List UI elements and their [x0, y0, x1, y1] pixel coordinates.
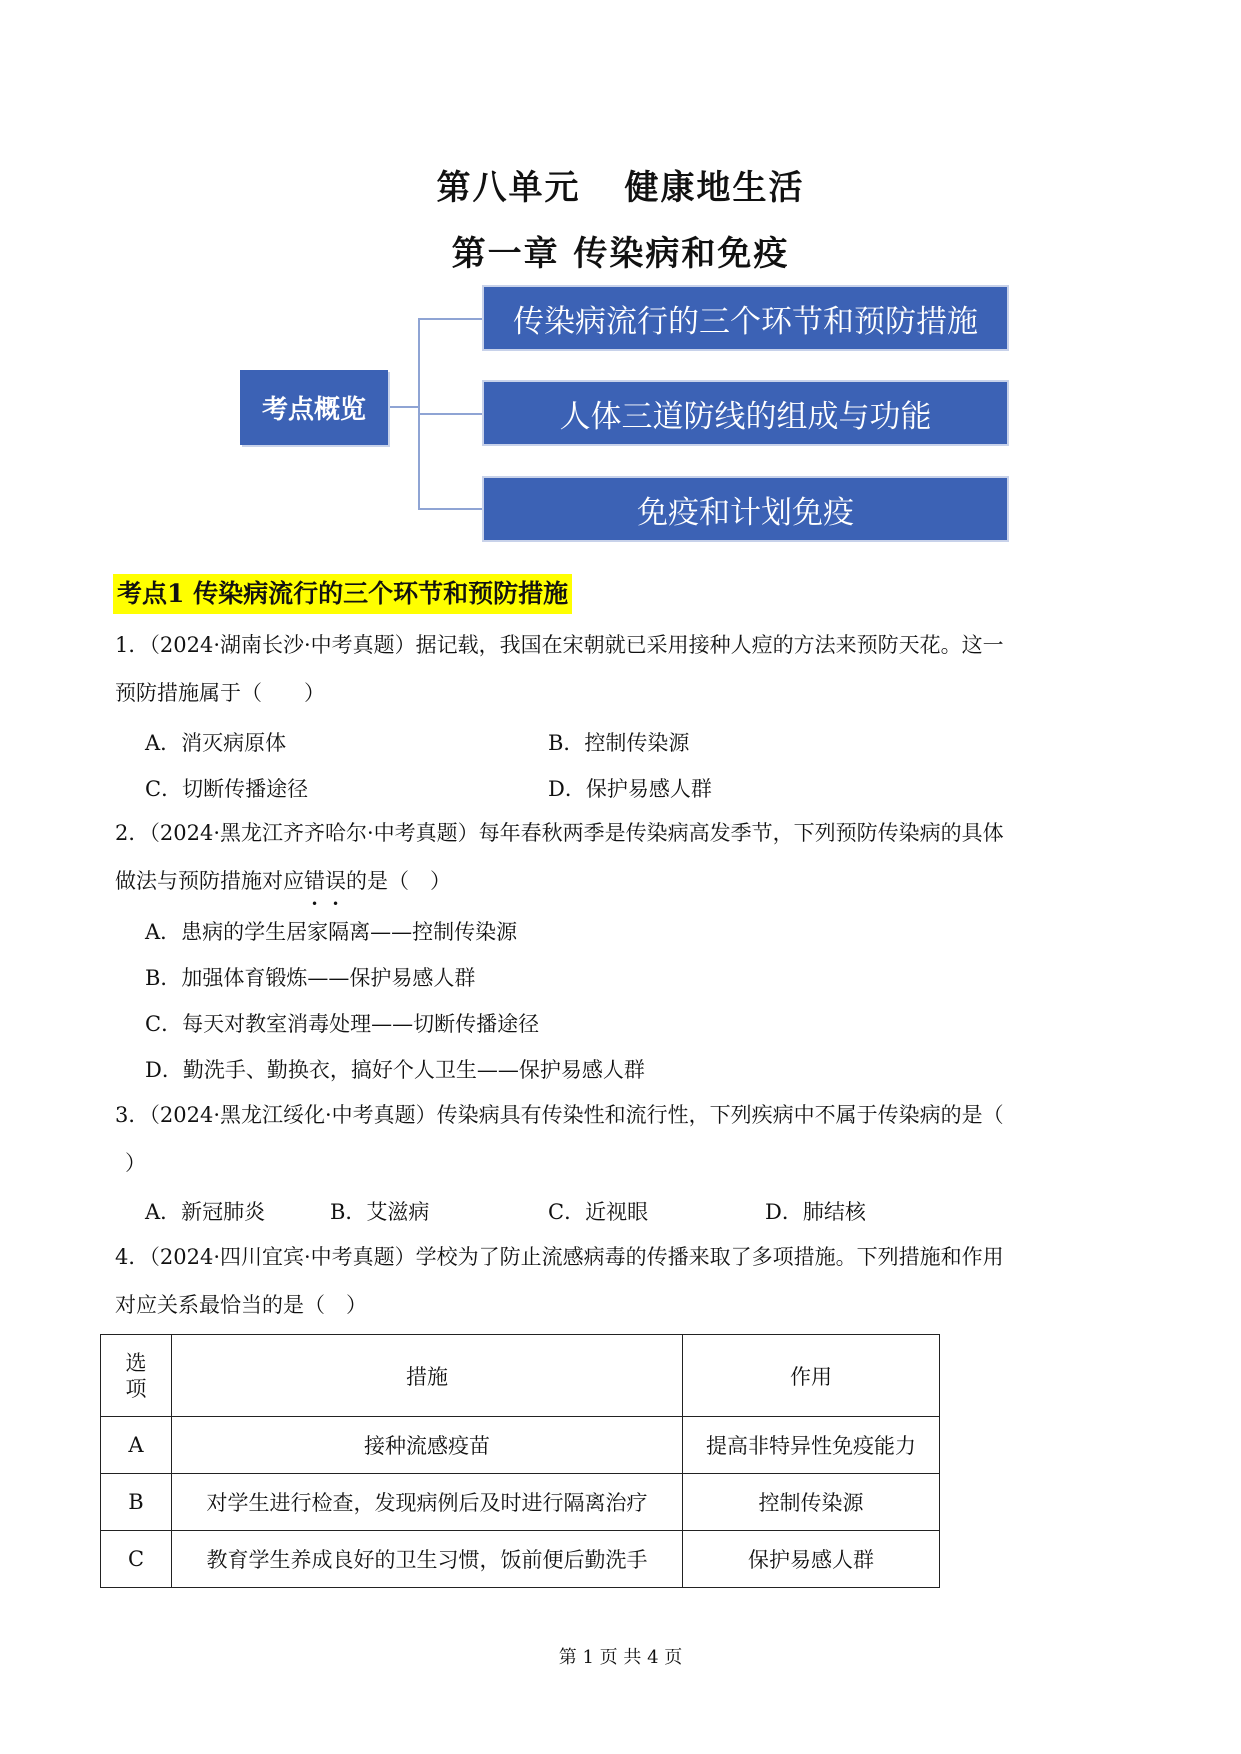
question-4: [115, 1242, 1130, 1272]
table-cell: A: [101, 1417, 172, 1474]
question-number: 1．: [115, 633, 150, 657]
question-source: （2024·湖南长沙·中考真题）: [149, 633, 416, 657]
unit-number: 第八单元: [436, 168, 581, 208]
question-source: （2024·黑龙江齐齐哈尔·中考真题）: [149, 821, 479, 845]
table-cell: 教育学生养成良好的卫生习惯，饭前便后勤洗手: [172, 1531, 683, 1588]
table-cell: 保护易感人群: [683, 1531, 940, 1588]
q2-option-c: C．每天对教室消毒处理——切断传播途径: [145, 1012, 540, 1036]
q3-option-c: C．近视眼: [548, 1200, 649, 1224]
question-3: [115, 1100, 1130, 1130]
q3-option-a: A．新冠肺炎: [145, 1200, 266, 1224]
question-1-line-2: 预防措施属于（ ）: [115, 681, 325, 705]
unit-title: [0, 160, 1241, 209]
page-footer: 第 1 页 共 4 页: [558, 1647, 683, 1668]
q1-option-b: B．控制传染源: [548, 731, 690, 755]
table-cell: 对学生进行检查，发现病例后及时进行隔离治疗: [172, 1474, 683, 1531]
text-part: 的是（ ）: [346, 869, 451, 893]
connector-branch-1: [418, 318, 482, 320]
question-text: 据记载，我国在宋朝就已采用接种人痘的方法来预防天花。这一: [415, 633, 1004, 657]
question-1: [115, 630, 1130, 660]
question-text: 传染病具有传染性和流行性，下列疾病中不属于传染病的是（: [436, 1103, 1004, 1127]
table-cell: C: [101, 1531, 172, 1588]
text-part: 做法与预防措施对应: [115, 869, 304, 893]
table-cell: 接种流感疫苗: [172, 1417, 683, 1474]
header-text: 选项: [125, 1350, 147, 1401]
question-number: 3．: [115, 1103, 150, 1127]
question-3-line-2: ）: [125, 1151, 146, 1175]
question-text: 每年春秋两季是传染病高发季节，下列预防传染病的具体: [478, 821, 1004, 845]
table-header-row: [101, 1335, 940, 1417]
q1-option-d: D．保护易感人群: [548, 777, 712, 801]
question-text: 学校为了防止流感病毒的传播来取了多项措施。下列措施和作用: [415, 1245, 1004, 1269]
q1-option-c: C．切断传播途径: [145, 777, 309, 801]
topic-box-1: 传染病流行的三个环节和预防措施: [482, 285, 1009, 351]
question-source: （2024·四川宜宾·中考真题）: [149, 1245, 416, 1269]
table-header: 措施: [172, 1335, 683, 1417]
table-cell: 控制传染源: [683, 1474, 940, 1531]
table-cell: B: [101, 1474, 172, 1531]
question-2-line-2: [115, 866, 1130, 896]
question-number: 4．: [115, 1245, 150, 1269]
connector-branch-3: [418, 508, 482, 510]
q2-option-b: B．加强体育锻炼——保护易感人群: [145, 966, 476, 990]
section-heading: 考点1 传染病流行的三个环节和预防措施: [113, 574, 572, 614]
emphasis-char: 错: [304, 869, 325, 893]
q3-option-d: D．肺结核: [765, 1200, 866, 1224]
question-number: 2．: [115, 821, 150, 845]
unit-name: 健康地生活: [624, 168, 805, 208]
q2-option-d: D．勤洗手、勤换衣，搞好个人卫生——保护易感人群: [145, 1058, 645, 1082]
connector-branch-2: [418, 413, 482, 415]
q1-option-a: A．消灭病原体: [145, 731, 287, 755]
connector-stem: [388, 406, 418, 408]
table-row: [101, 1531, 940, 1588]
emphasis-char: 误: [325, 869, 346, 893]
table-row: [101, 1417, 940, 1474]
topic-box-2: 人体三道防线的组成与功能: [482, 380, 1009, 446]
question-4-line-2: 对应关系最恰当的是（ ）: [115, 1293, 367, 1317]
table-row: [101, 1474, 940, 1531]
overview-label: 考点概览: [240, 370, 388, 445]
chapter-title: 第一章 传染病和免疫: [451, 234, 790, 274]
table-header: 作用: [683, 1335, 940, 1417]
question-2: [115, 818, 1130, 848]
table-cell: 提高非特异性免疫能力: [683, 1417, 940, 1474]
q2-option-a: A．患病的学生居家隔离——控制传染源: [145, 920, 518, 944]
table-header: [101, 1335, 172, 1417]
options-table: [100, 1334, 940, 1588]
question-source: （2024·黑龙江绥化·中考真题）: [149, 1103, 437, 1127]
topic-box-3: 免疫和计划免疫: [482, 476, 1009, 542]
q3-option-b: B．艾滋病: [330, 1200, 430, 1224]
